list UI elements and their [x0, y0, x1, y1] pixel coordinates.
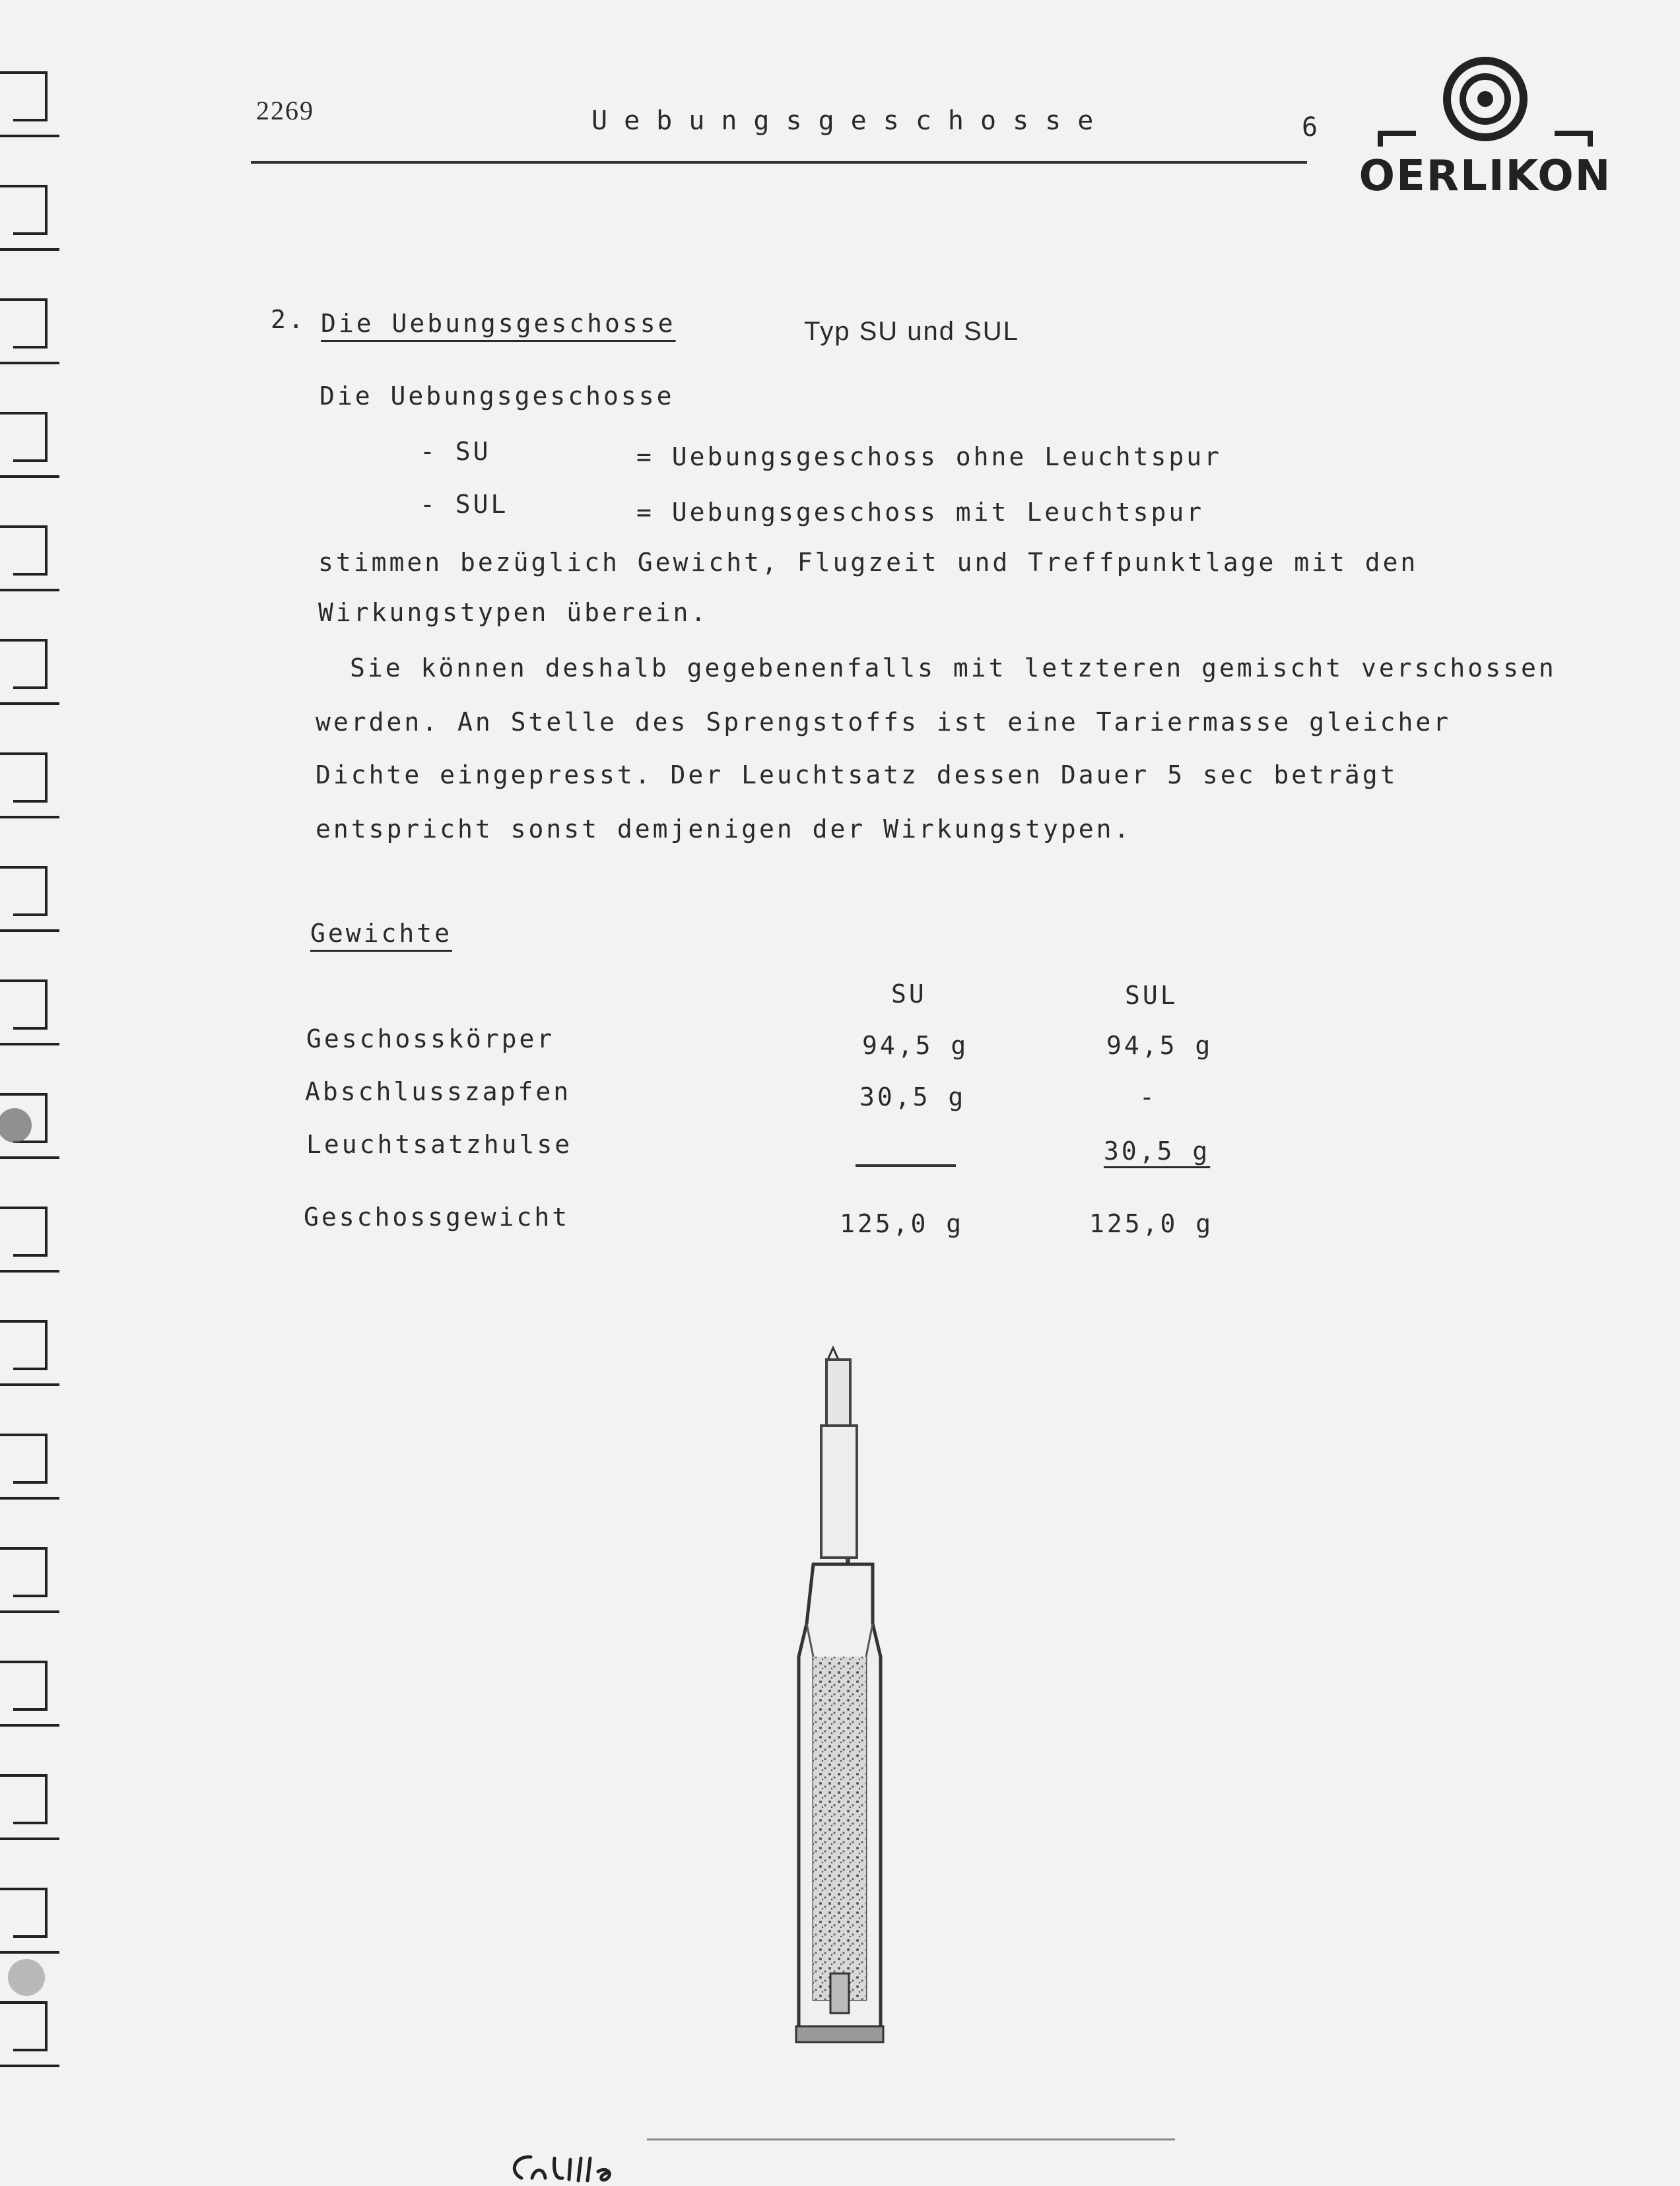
page-header-title: Uebungsgeschosse [591, 106, 1110, 136]
paragraph-line: Dichte eingepresst. Der Leuchtsatz dessen Dauer 5 sec beträgt [316, 760, 1398, 789]
weight-value-sul: 30,5 g [1104, 1137, 1211, 1166]
weight-value-sul: - [1139, 1082, 1157, 1111]
paragraph-line: stimmen bezüglich Gewicht, Flugzeit und Treffpunktlage mit den [318, 548, 1419, 577]
header-rule [251, 161, 1307, 164]
intro-text: Die Uebungsgeschosse [319, 381, 675, 411]
document-number: 2269 [256, 96, 314, 125]
section-title: Die Uebungsgeschosse [321, 309, 676, 338]
paragraph-line: werden. An Stelle des Sprengstoffs ist eine Tariermasse gleicher [316, 708, 1452, 737]
weight-value-su: 94,5 g [862, 1031, 969, 1060]
weight-row-label: Abschlusszapfen [305, 1077, 572, 1106]
weight-value-sul: 94,5 g [1106, 1031, 1213, 1060]
spiral-binding [0, 59, 73, 2171]
empty-value-rule [856, 1164, 956, 1167]
section-number: 2. [271, 305, 306, 334]
oerlikon-logo [1359, 59, 1612, 201]
weight-value-su: 30,5 g [859, 1082, 966, 1111]
definition-code: - SUL [420, 490, 509, 519]
weight-row-label: Geschosskörper [306, 1024, 555, 1053]
handwritten-signature [502, 2152, 660, 2186]
weight-row-label: Leuchtsatzhulse [306, 1130, 573, 1159]
page-number: 6 [1302, 112, 1318, 143]
paragraph-line: Wirkungstypen überein. [318, 598, 709, 627]
total-weight-label: Geschossgewicht [304, 1203, 570, 1232]
paragraph-line: Sie können deshalb gegebenenfalls mit letzteren gemischt verschossen [350, 653, 1557, 682]
total-weight-su: 125,0 g [840, 1209, 964, 1238]
column-header-su: SU [891, 979, 927, 1009]
section-type-label: Typ SU und SUL [804, 317, 1019, 346]
svg-text:OERLIKON: OERLIKON [1359, 152, 1612, 201]
weights-title: Gewichte [310, 919, 453, 948]
definition-code: - SU [420, 437, 491, 466]
paragraph-line: entspricht sonst demjenigen der Wirkungstypen. [316, 814, 1132, 844]
projectile-illustration [772, 1346, 918, 2059]
total-weight-sul: 125,0 g [1089, 1209, 1214, 1238]
column-header-sul: SUL [1125, 981, 1178, 1010]
bottom-rule [647, 2138, 1175, 2140]
definition-meaning: = Uebungsgeschoss mit Leuchtspur [636, 498, 1205, 527]
definition-meaning: = Uebungsgeschoss ohne Leuchtspur [636, 442, 1222, 471]
